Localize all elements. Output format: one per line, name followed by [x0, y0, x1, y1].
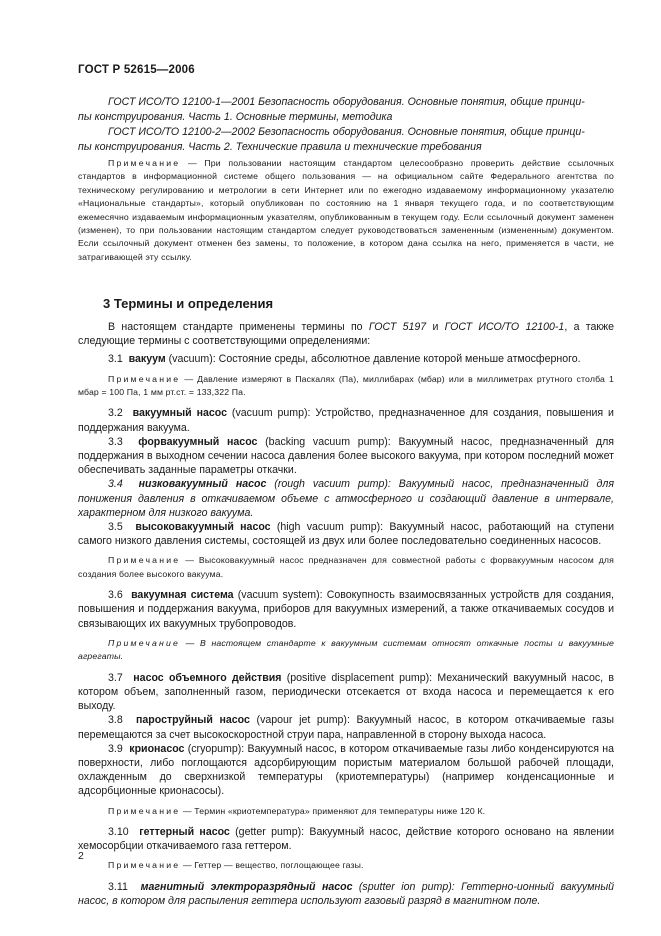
note-intro	[78, 157, 614, 264]
document-header: ГОСТ Р 52615—2006	[78, 64, 195, 76]
term-3-10	[78, 825, 614, 853]
page-number: 2	[78, 850, 84, 862]
term-english: (vacuum):	[165, 353, 219, 366]
note-label: Примечание	[108, 637, 181, 648]
term-definition: Вакуумный насос, в котором откачиваемые газы перемещаются за счет высокоскоростной струи пара, направленной в сторону выхода насоса.	[78, 714, 614, 741]
note-text: — При пользовании настоящим стандартом целесообразно проверить действие ссылочных стандартов в информационной системе общего пользования — на официальном сайте Федерального агентства по техническому регулированию и метрологии в сети Интернет или по ежегодно издаваемому информационному указателю «Национальные стандарты», который опубликован по состоянию на 1 января текущего года, и по соответствующим ежемесячно издаваемым информационным указателям, опубликованным в текущем году. Если ссылочный документ заменен (изменен), то при пользовании настоящим стандартом следует руководствоваться замененным (измененным) документом. Если ссылочный документ отменен без замены, то положение, в котором дана ссылка на него, применяется в части, не затрагивающей эту ссылку.	[78, 158, 614, 262]
note-text: — Геттер — вещество, поглощающее газы.	[182, 860, 364, 871]
term-name: геттерный насос	[139, 825, 230, 838]
note-3-10	[78, 859, 614, 872]
term-definition: Механический вакуумный насос, в котором объем, заполненный газом, периодически отсекается от входа насоса и перемещается к его выходу.	[78, 671, 614, 713]
note-3-1	[78, 373, 614, 400]
section-body	[78, 320, 614, 908]
term-definition: Совокупность взаимосвязанных устройств для создания, повышения и поддержания вакуума, приборов для вакуумных измерений, а также откачиваемых сосудов и связывающих их вакуумных трубопроводов.	[78, 589, 614, 630]
reference-code: ГОСТ ИСО/ТО 12100-1—2001	[108, 96, 256, 108]
term-3-11	[78, 880, 614, 908]
intro-ref2: ГОСТ ИСО/ТО 12100-1	[444, 321, 565, 333]
term-definition: Устройство, предназначенное для создания, повышения и поддержания вакуума.	[78, 407, 614, 434]
reference-1	[78, 95, 614, 125]
term-definition: Вакуумный насос, в котором откачиваемые газы либо конденсируются на поверхности, либо поглощаются адсорбирующим пористым материалом большой рабочей площади, охлажденным до сверхнизкой температуры (криотемпературы) (например конденсационные и адсорбционные крионасосы).	[78, 742, 614, 798]
term-3-9	[78, 742, 614, 799]
term-number: 3.9	[108, 742, 123, 755]
term-number: 3.11	[108, 880, 128, 893]
intro-post: , а также следующие термины с соответствующими определениями:	[78, 321, 614, 348]
note-label: Примечание	[108, 158, 181, 168]
term-english: (cryopump):	[184, 742, 248, 755]
term-english: (vapour jet pump):	[249, 714, 357, 727]
term-name: пароструйный насос	[136, 714, 250, 727]
normative-references	[78, 95, 614, 155]
term-name: вакуум	[128, 353, 166, 366]
term-name: высоковакуумный насос	[135, 521, 271, 534]
term-number: 3.7	[108, 671, 123, 684]
note-label: Примечание	[108, 373, 181, 384]
term-english: (vacuum pump):	[226, 407, 316, 420]
term-english: (rough vacuum pump):	[266, 478, 399, 491]
term-name: вакуумная система	[131, 589, 234, 602]
reference-text-cont: пы конструирования. Часть 1. Основные термины, методика	[78, 111, 393, 123]
note-text: — В настоящем стандарте к вакуумным системам относят откачные посты и вакуумные агрегаты.	[78, 637, 614, 662]
term-name: насос объемного действия	[133, 671, 282, 684]
intro-mid: и	[426, 321, 445, 333]
term-number: 3.5	[108, 521, 123, 534]
term-definition: Вакуумный насос, работающий на ступени самого низкого давления системы, состоящей из двух или более последовательно соединенных насосов.	[78, 521, 614, 548]
intro-paragraph	[78, 320, 614, 348]
term-name: форвакуумный насос	[138, 435, 258, 448]
term-3-8	[78, 713, 614, 741]
term-3-6	[78, 588, 614, 631]
term-3-1	[78, 352, 614, 366]
note-3-6	[78, 637, 614, 664]
note-3-5	[78, 554, 614, 581]
term-english: (getter pump):	[229, 825, 310, 838]
term-number: 3.6	[108, 589, 123, 602]
term-english: (backing vacuum pump):	[257, 435, 399, 448]
term-name: магнитный электроразрядный насос	[140, 880, 353, 893]
term-name: низковакуумный насос	[138, 478, 267, 491]
term-number: 3.8	[108, 714, 123, 727]
term-3-7	[78, 671, 614, 714]
term-definition: Вакуумный насос, предназначенный для понижения давления в откачиваемом объеме с атмосферного и создающий давление в интервале, характерном для низкого вакуума.	[78, 478, 615, 519]
term-definition: Геттерно-ионный вакуумный насос, в котором для распыления геттера используют газовый разряд в магнитном поле.	[78, 880, 615, 907]
term-number: 3.10	[108, 825, 129, 838]
term-english: (positive displacement pump):	[281, 671, 438, 684]
term-3-4	[78, 477, 614, 520]
note-label: Примечание	[108, 805, 181, 816]
note-label: Примечание	[108, 860, 181, 871]
note-text: — Высоковакуумный насос предназначен для совместной работы с форвакуумным насосом для создания более высокого вакуума.	[78, 555, 614, 579]
term-english: (vacuum system):	[233, 589, 327, 602]
term-3-2	[78, 406, 614, 434]
reference-text: Безопасность оборудования. Основные понятия, общие принци-	[258, 126, 585, 138]
term-number: 3.3	[108, 435, 123, 448]
note-text: — Давление измеряют в Паскалях (Па), миллибарах (мбар) или в миллиметрах ртутного столба 1 мбар = 100 Па, 1 мм рт.ст. = 133,322 Па.	[78, 373, 614, 398]
intro-text: В настоящем стандарте применены термины по	[108, 321, 369, 333]
term-number: 3.1	[108, 353, 123, 366]
note-text: — Термин «криотемпература» применяют для температуры ниже 120 К.	[182, 805, 486, 816]
term-number: 3.4	[108, 478, 123, 491]
term-definition: Вакуумный насос, действие которого основано на явлении хемосорбции откачиваемого газа геттером.	[78, 825, 615, 853]
term-name: крионасос	[129, 742, 185, 755]
term-3-3	[78, 435, 614, 478]
reference-text-cont: пы конструирования. Часть 2. Технические правила и технические требования	[78, 141, 482, 153]
term-definition: Состояние среды, абсолютное давление которой меньше атмосферного.	[218, 353, 581, 366]
note-block	[78, 157, 614, 264]
reference-code: ГОСТ ИСО/ТО 12100-2—2002	[108, 126, 256, 138]
term-3-5	[78, 520, 614, 548]
term-english: (high vacuum pump):	[270, 521, 390, 534]
reference-2	[78, 125, 614, 155]
intro-ref1: ГОСТ 5197	[368, 321, 427, 333]
note-3-9	[78, 805, 614, 818]
reference-text: Безопасность оборудования. Основные понятия, общие принци-	[258, 96, 585, 108]
term-name: вакуумный насос	[132, 407, 227, 420]
section-title: 3 Термины и определения	[103, 296, 274, 311]
note-label: Примечание	[108, 555, 181, 566]
term-english: (sputter ion pump):	[352, 880, 462, 893]
term-number: 3.2	[108, 407, 123, 420]
term-definition: Вакуумный насос, предназначенный для поддержания в выходном сечении насоса давления более высокого вакуума, при котором последний может обеспечивать заданные параметры откачки.	[78, 435, 614, 477]
